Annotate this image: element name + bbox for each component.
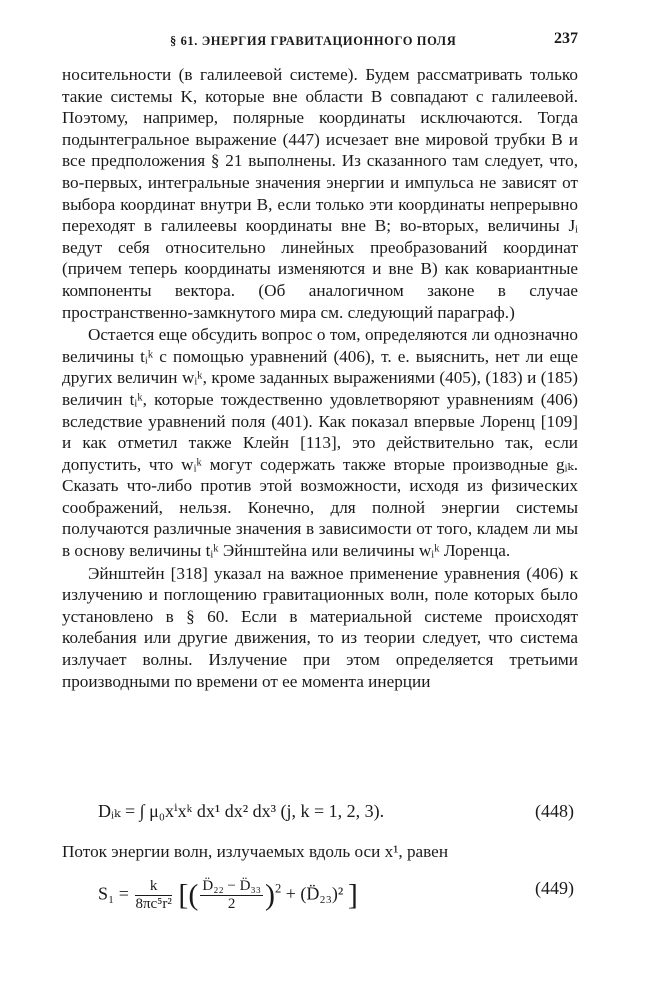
equation-449-number: (449) [535,878,574,898]
page-number: 237 [554,30,578,47]
inner-numerator: D̈₂₂ − D̈₃₃ [202,878,261,894]
equation-449-rest: + (D̈₂₃)² [285,883,344,904]
right-paren: ) [264,878,275,912]
coefficient-numerator: k [135,878,171,896]
paragraph-2: Остается еще обсудить вопрос о том, определяются ли однозначно величины tᵢᵏ с помощью уравнений (406), т. е. выяснить, нет ли еще других величин wᵢᵏ, кроме заданных выражениями (405), (183) и (185) величин tᵢᵏ, которые тождественно удовлетворяют уравнениям (406) вследствие уравнений поля (401). Как показал впервые Лоренц [109] и как отметил также Клейн [113], это действительно так, если допустить, что wᵢᵏ могут содержать также вторые производные gᵢₖ. Сказать что-либо против этой возможности, исходя из физических соображений, нельзя. Конечно, для полной энергии системы получаются различные значения в зависимости от того, кладем ли мы в основу величины tᵢᵏ Эйнштейна или величины wᵢᵏ Лоренца. [62,325,578,561]
running-head: § 61. ЭНЕРГИЯ ГРАВИТАЦИОННОГО ПОЛЯ [170,34,457,48]
equation-449 [62,872,578,924]
square-exponent: 2 [274,881,282,896]
right-bracket: ] [347,878,358,912]
paragraph-3: Эйнштейн [318] указал на важное применение уравнения (406) к излучению и поглощению гравитационных волн, поле которых было установлено в § 60. Если в материальной системе происходят колебания или другие движения, то из теории следует, что система излучает волны. Излучение при этом определяется третьими производными по времени от ее момента инерции [62,563,578,691]
inner-fraction [200,878,263,913]
paragraph-1: носительности (в галилеевой системе). Будем рассматривать только такие системы K, которые вне области B совпадают с галилеевой. Поэтому, например, полярные координаты исключаются. Тогда подынтегральное выражение (447) исчезает вне мировой трубки B и все предположения § 21 выполнены. Из сказанного там следует, что, во-первых, интегральные значения энергии и импульса не зависят от выбора координат внутри B, если только эти координаты непрерывно переходят в галилеевы координаты вне B; во-вторых, величины Jᵢ ведут себя относительно линейных преобразований координат (причем теперь координаты изменяются и вне B) как ковариантные компоненты вектора. (Об аналогичном законе в случае пространственно-замкнутого мира см. следующий параграф.) [62,65,578,322]
equation-449-formula [98,878,358,913]
page-header [62,28,578,52]
coefficient-denominator: 8πc⁵r² [135,896,172,912]
equation-448 [62,795,578,835]
equation-448-formula: Dᵢₖ = ∫ μ₀xⁱxᵏ dx¹ dx² dx³ (j, k = 1, 2, 3). [98,801,385,821]
flux-sentence: Поток энергии волн, излучаемых вдоль оси x¹, равен [62,842,449,861]
left-paren: ( [188,878,199,912]
left-bracket: [ [178,878,189,912]
body-text [62,64,578,692]
equation-449-lhs: S₁ = [98,883,129,904]
inner-denominator: 2 [227,896,236,912]
equation-448-number: (448) [535,801,574,821]
coefficient-fraction [135,878,171,913]
